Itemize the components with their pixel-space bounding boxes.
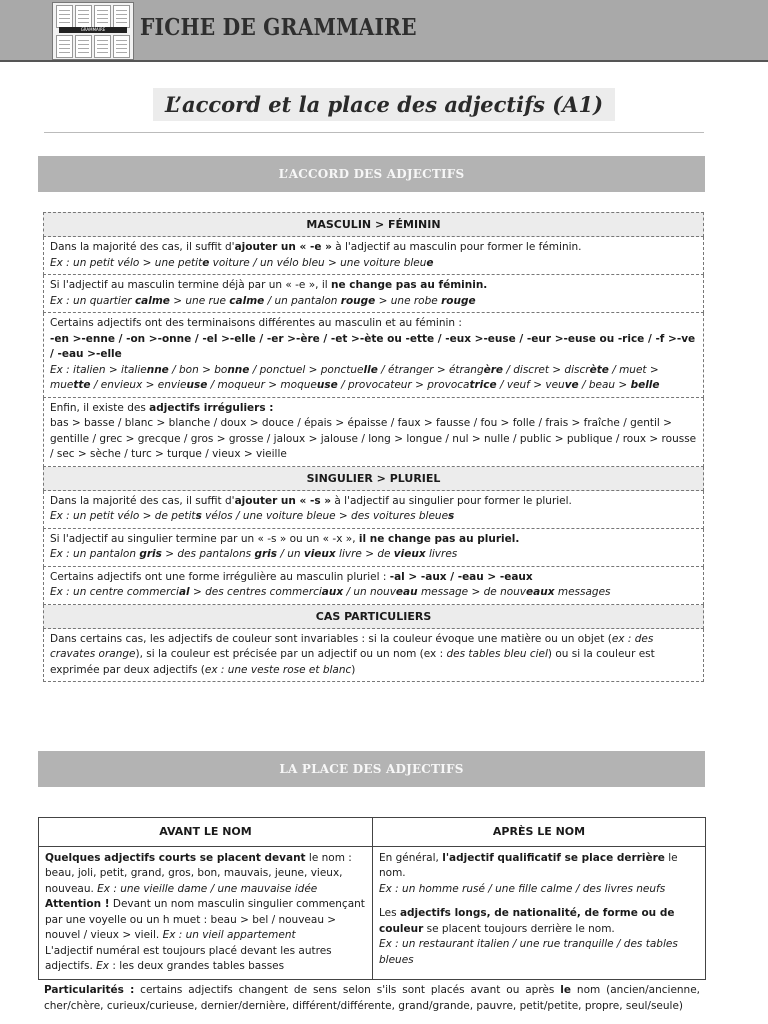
rule-block: Dans certains cas, les adjectifs de couleur sont invariables : si la couleur évoque une matière ou un objet (ex : des cravates orange), si la couleur est précisée par un adjectif ou un nom (ex : des tables bleu ciel) ou si la couleur est exprimée par deux adjectifs (ex : une veste rose et blanc)	[43, 629, 704, 683]
section-accord-header: L’ACCORD DES ADJECTIFS	[38, 156, 705, 192]
header-bar	[0, 0, 768, 62]
accord-table	[43, 212, 704, 682]
particularities-note: Particularités : certains adjectifs changent de sens selon s'ils sont placés avant ou après le nom (ancien/ancienne, cher/chère, curieux/curieuse, dernier/dernière, différent/différente, grand/grande, pauvre, petit/petite, propre, seul/seule)	[44, 983, 701, 1012]
special-cases-header: CAS PARTICULIERS	[43, 605, 704, 629]
thumbnail-label: GRAMMAIRE	[59, 27, 127, 33]
rule-block: Enfin, il existe des adjectifs irréguliers : bas > basse / blanc > blanche / doux > douce / épais > épaisse / faux > fausse / fou > folle / frais > fraîche / gentil > gentille / grec > grecque / gros > grosse / jaloux > jalouse / long > longue / nul > nulle / public > publique / roux > rousse / sec > sèche / turc > turque / vieux > vieille	[43, 398, 704, 467]
title-divider	[44, 132, 704, 133]
rule-block: Si l'adjectif au masculin termine déjà par un « -e », il ne change pas au féminin. Ex : un quartier calme > une rue calme / un pantalon rouge > une robe rouge	[43, 275, 704, 313]
after-noun-cell: En général, l'adjectif qualificatif se place derrière le nom. Ex : un homme rusé / une fille calme / des livres neufs Les adjectifs longs, de nationalité, de forme ou de couleur se placent toujours derrière le nom. Ex : un restaurant italien / une rue tranquille / des tables bleues	[373, 846, 706, 979]
place-table	[38, 817, 706, 1016]
rule-block: Dans la majorité des cas, il suffit d'ajouter un « -s » à l'adjectif au singulier pour former le pluriel. Ex : un petit vélo > de petits vélos / une voiture bleue > des voitures bleues	[43, 491, 704, 529]
singular-plural-header: SINGULIER > PLURIEL	[43, 467, 704, 491]
col-header-before: AVANT LE NOM	[39, 818, 373, 847]
grammar-sheet-thumbnail	[52, 2, 134, 60]
before-noun-cell: Quelques adjectifs courts se placent devant le nom : beau, joli, petit, grand, gros, bon, mauvais, jeune, vieux, nouveau. Ex : une vieille dame / une mauvaise idée Attention ! Devant un nom masculin singulier commençant par une voyelle ou un h muet : beau > bel / nouveau > nouvel / vieux > vieil. Ex : un vieil appartement L'adjectif numéral est toujours placé devant les autres adjectifs. Ex : les deux grandes tables basses	[39, 846, 373, 979]
section-place-header: LA PLACE DES ADJECTIFS	[38, 751, 705, 787]
masc-fem-header: MASCULIN > FÉMININ	[43, 212, 704, 237]
rule-block: Certains adjectifs ont des terminaisons différentes au masculin et au féminin : -en >-enne / -on >-onne / -el >-elle / -er >-ère / -et >-ète ou -ette / -eux >-euse / -eur >-euse ou -rice / -f >-ve / -eau >-elle Ex : italien > italienne / bon > bonne / ponctuel > ponctuelle / étranger > étrangère / discret > discrète / muet > muette / envieux > envieuse / moqueur > moqueuse / provocateur > provocatrice / veuf > veuve / beau > belle	[43, 313, 704, 398]
rule-block: Dans la majorité des cas, il suffit d'ajouter un « -e » à l'adjectif au masculin pour former le féminin. Ex : un petit vélo > une petite voiture / un vélo bleu > une voiture bleue	[43, 237, 704, 275]
page-title: L’accord et la place des adjectifs (A1)	[153, 88, 615, 121]
header-title: FICHE DE GRAMMAIRE	[140, 14, 417, 41]
rule-block: Si l'adjectif au singulier termine par un « -s » ou un « -x », il ne change pas au pluriel. Ex : un pantalon gris > des pantalons gris / un vieux livre > de vieux livres	[43, 529, 704, 567]
col-header-after: APRÈS LE NOM	[373, 818, 706, 847]
rule-block: Certains adjectifs ont une forme irrégulière au masculin pluriel : -al > -aux / -eau > -eaux Ex : un centre commercial > des centres commerciaux / un nouveau message > de nouveaux messages	[43, 567, 704, 605]
